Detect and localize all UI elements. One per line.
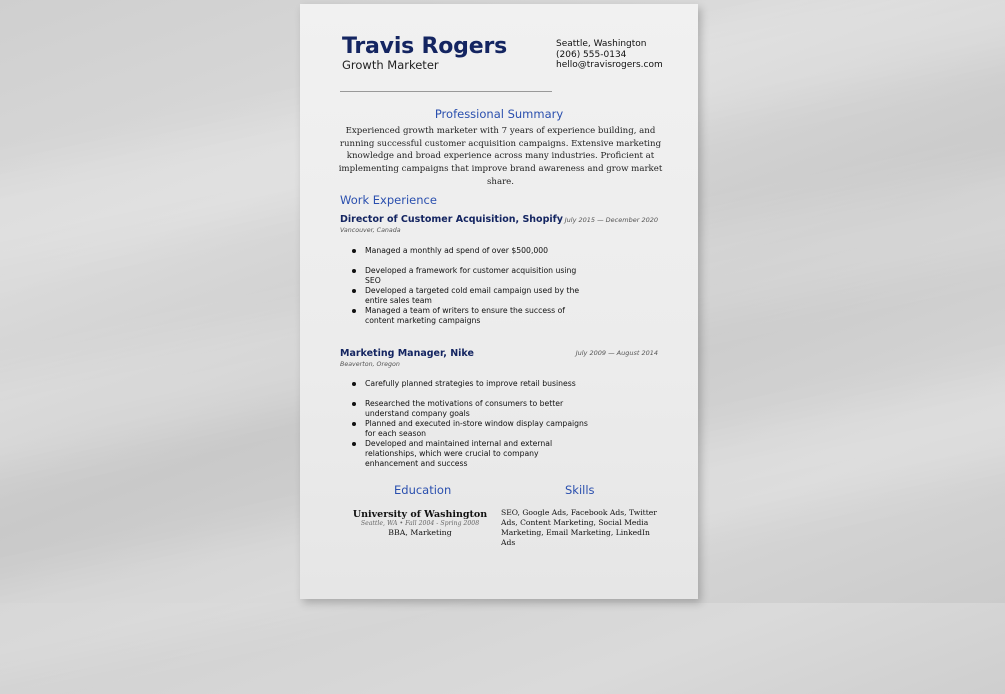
resume-role: Growth Marketer: [342, 58, 439, 72]
resume-name: Travis Rogers: [342, 34, 507, 59]
skills-heading: Skills: [565, 483, 595, 497]
skills-list: SEO, Google Ads, Facebook Ads, Twitter Ads, Content Marketing, Social Media Marketing, Email Marketing, LinkedIn Ads: [501, 508, 657, 547]
contact-email: hello@travisrogers.com: [556, 60, 663, 70]
summary-heading: Professional Summary: [434, 107, 564, 121]
job-location: Vancouver, Canada: [340, 227, 401, 234]
resume-page: [300, 4, 698, 599]
job-dates: July 2009 — August 2014: [575, 349, 658, 357]
education-school: University of Washington: [352, 509, 488, 520]
job-location: Beaverton, Oregon: [340, 361, 400, 368]
contact-phone: (206) 555-0134: [556, 49, 627, 60]
job-title: Director of Customer Acquisition, Shopify: [340, 214, 563, 225]
job-bullet: Managed a monthly ad spend of over $500,000: [352, 246, 592, 256]
education-degree: BBA, Marketing: [388, 528, 452, 537]
summary-text: Experienced growth marketer with 7 years of experience building, and running successful customer acquisition campaigns. Extensive marketing knowledge and broad experience across many industries. Proficient at implementing campaigns that improve brand awareness and grow market share.: [338, 126, 663, 187]
job-bullet: Developed and maintained internal and external relationships, which were crucial to company enhancement and success: [352, 439, 592, 469]
education-meta: Seattle, WA • Fall 2004 - Spring 2008: [360, 520, 480, 527]
job-bullet: Developed a targeted cold email campaign used by the entire sales team: [352, 286, 592, 306]
contact-block: [556, 39, 663, 71]
experience-heading: Work Experience: [340, 193, 437, 207]
job-bullet: Planned and executed in-store window display campaigns for each season: [352, 419, 592, 439]
job-bullet: Carefully planned strategies to improve retail business: [352, 379, 592, 389]
header-divider: [340, 91, 552, 92]
job-bullet: Researched the motivations of consumers to better understand company goals: [352, 399, 592, 419]
job-dates: July 2015 — December 2020: [564, 216, 658, 224]
job-bullet: Developed a framework for customer acquisition using SEO: [352, 266, 592, 286]
job-title: Marketing Manager, Nike: [340, 348, 474, 359]
education-heading: Education: [394, 483, 452, 497]
job-bullet: Managed a team of writers to ensure the success of content marketing campaigns: [352, 306, 592, 326]
contact-location: Seattle, Washington: [556, 39, 647, 49]
